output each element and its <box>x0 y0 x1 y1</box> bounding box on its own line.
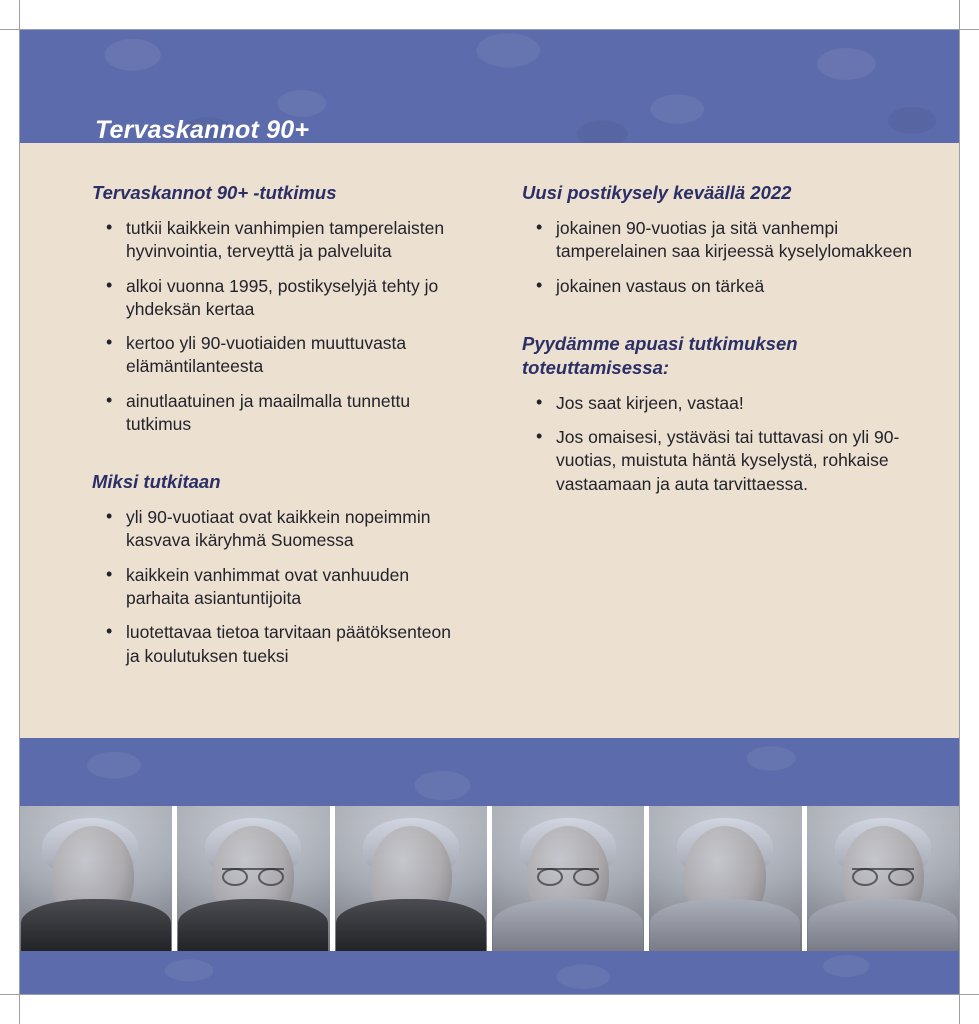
list-item: • jokainen vastaus on tärkeä <box>556 275 929 298</box>
list-item: • Jos omaisesi, ystäväsi tai tuttavasi on yli 90-vuotias, muistuta häntä kyselystä, rohkaise vastaamaan ja auta tarvittaessa. <box>556 426 929 496</box>
content-columns <box>20 143 959 738</box>
section-heading-pyydamme-apuasi: Pyydämme apuasi tutkimuksen toteuttamisessa: <box>522 332 798 378</box>
list-item: • tutkii kaikkein vanhimpien tamperelaisten hyvinvointia, terveyttä ja palveluita <box>126 217 460 264</box>
bottom-decorative-band <box>20 951 959 994</box>
trim-mark-right <box>959 0 960 1024</box>
photo-strip <box>20 806 959 951</box>
section-heading-miksi-tutkitaan: Miksi tutkitaan <box>92 471 221 493</box>
right-column <box>470 143 959 738</box>
trim-mark-bottom <box>0 994 979 995</box>
list-item: • ainutlaatuinen ja maailmalla tunnettu tutkimus <box>126 390 460 437</box>
portrait-1 <box>20 806 172 951</box>
lower-decorative-band <box>20 738 959 806</box>
bullet-list-tutkimus <box>92 217 460 436</box>
section-heading-tutkimus: Tervaskannot 90+ -tutkimus <box>92 182 337 203</box>
portrait-5 <box>649 806 801 951</box>
flyer-body <box>20 30 959 994</box>
list-item: • jokainen 90-vuotias ja sitä vanhempi tamperelainen saa kirjeessä kyselylomakkeen <box>556 217 929 264</box>
portrait-2 <box>177 806 329 951</box>
portrait-3 <box>335 806 487 951</box>
list-item: • alkoi vuonna 1995, postikyselyjä tehty jo yhdeksän kertaa <box>126 275 460 322</box>
left-column <box>20 143 470 738</box>
page-title: Tervaskannot 90+ <box>95 116 310 144</box>
portrait-4 <box>492 806 644 951</box>
list-item: • kaikkein vanhimmat ovat vanhuuden parhaita asiantuntijoita <box>126 564 460 611</box>
list-item: • luotettavaa tietoa tarvitaan päätöksenteon ja koulutuksen tueksi <box>126 621 460 668</box>
portrait-6 <box>807 806 959 951</box>
list-item: • yli 90-vuotiaat ovat kaikkein nopeimmin kasvava ikäryhmä Suomessa <box>126 506 460 553</box>
bullet-list-pyydamme-apuasi <box>522 392 929 496</box>
list-item: • kertoo yli 90-vuotiaiden muuttuvasta elämäntilanteesta <box>126 332 460 379</box>
bullet-list-postikysely <box>522 217 929 298</box>
bullet-list-miksi-tutkitaan <box>92 506 460 668</box>
list-item: • Jos saat kirjeen, vastaa! <box>556 392 929 415</box>
section-heading-postikysely: Uusi postikysely keväällä 2022 <box>522 182 792 203</box>
